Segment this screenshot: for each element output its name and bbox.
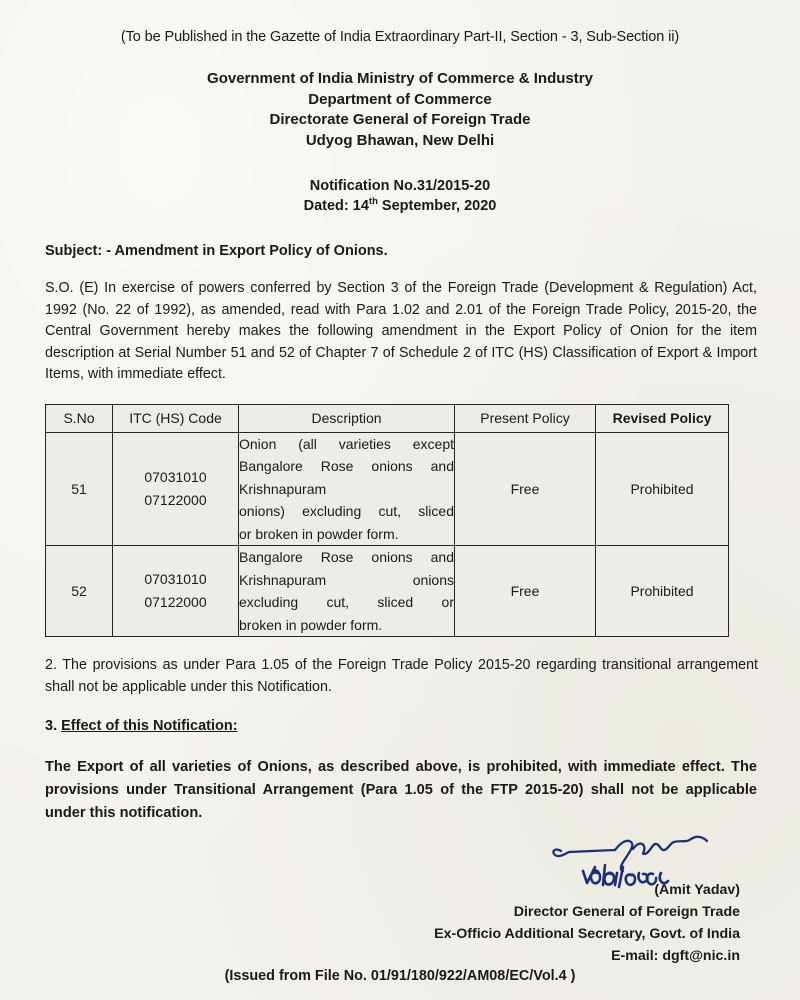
effect-heading-number: 3. [45,718,62,734]
date-ordinal-suffix: th [368,196,378,208]
header-present-policy: Present Policy [455,404,596,432]
cell-revised-policy: Prohibited [596,432,729,546]
cell-revised-policy: Prohibited [596,546,729,637]
description-line: Krishnapuram onions [239,571,454,588]
gazette-publication-line: (To be Published in the Gazette of India Extraordinary Part-II, Section - 3, Sub-Section ii) [120,29,680,45]
cell-description [239,432,455,546]
signature-zone [42,833,758,964]
effect-heading-text: Effect of this Notification: [61,718,238,734]
effect-heading [42,718,758,734]
table-body [46,432,729,637]
header-description: Description [239,404,455,432]
date-rest: September, 2020 [377,198,497,214]
department-line: Department of Commerce [308,90,492,108]
cell-description [239,546,455,637]
notification-header [42,176,758,216]
table-row [46,546,729,637]
description-line: broken in powder form. [239,616,383,633]
header-sno: S.No [46,404,113,432]
address-line: Udyog Bhawan, New Delhi [305,131,495,149]
export-policy-table [45,404,729,638]
description-line: Bangalore Rose onions and [239,549,454,565]
file-reference-footer: (Issued from File No. 01/91/180/922/AM08/EC/Vol.4 ) [224,968,576,984]
signatory-title: Director General of Foreign Trade [513,904,740,920]
subject-line: Subject: - Amendment in Export Policy of Onions. [45,243,388,259]
header-itc-hs-code: ITC (HS) Code [113,404,239,432]
itc-code-secondary: 07122000 [144,491,207,508]
itc-code-primary: 07031010 [144,468,207,485]
table-header [46,404,729,432]
description-line: Bangalore Rose onions and [239,458,454,474]
table-row [46,432,729,546]
signatory-designation: Ex-Officio Additional Secretary, Govt. of India [434,926,740,942]
ministry-line: Government of India Ministry of Commerce & Industry [207,70,593,87]
cell-itc-code [113,432,239,546]
main-paragraph: S.O. (E) In exercise of powers conferred by Section 3 of the Foreign Trade (Development & Regulation) Act, 1992 (No. 22 of 1992), as amended, read with Para 1.02 and 2.01 of the Foreign Trade Policy, 2015-20, the Central Government hereby makes the following amendment in the Export Policy of Onion for the item description at Serial Number 51 and 52 of Chapter 7 of Schedule 2 of ITC (HS) Classification of Export & Import Items, with immediate effect. [45,280,757,382]
description-line: or broken in powder form. [239,525,399,542]
cell-itc-code [113,546,239,637]
cell-sno: 52 [46,546,113,637]
effect-paragraph: The Export of all varieties of Onions, as described above, is prohibited, with immediate effect. The provisions under Transitional Arrangement (Para 1.05 of the FTP 2015-20) shall not be applicable under this notification. [45,759,757,821]
signatory-name: (Amit Yadav) [654,882,740,898]
cell-sno: 51 [46,432,113,546]
cell-present-policy: Free [455,546,596,637]
description-line: Onion (all varieties except [239,435,454,452]
issuing-authority-block [42,69,758,151]
notification-number: Notification No.31/2015-20 [309,178,491,194]
itc-code-secondary: 07122000 [144,594,207,610]
description-line: Krishnapuram [239,480,327,497]
date-prefix: Dated: 14 [303,198,369,214]
signatory-block [434,879,740,967]
signatory-email: E-mail: dgft@nic.in [611,948,740,964]
description-line: excluding cut, sliced or [239,594,454,610]
header-revised-policy [596,404,729,432]
directorate-line: Directorate General of Foreign Trade [269,111,531,128]
table-header-row [46,404,729,432]
notification-date [42,196,758,216]
itc-code-primary: 07031010 [144,571,207,587]
header-revised-policy-text: Revised Policy [612,410,712,426]
cell-present-policy: Free [455,432,596,546]
paragraph-2: 2. The provisions as under Para 1.05 of the Foreign Trade Policy 2015-20 regarding transitional arrangement shall not be applicable under this Notification. [45,657,758,695]
description-line: onions) excluding cut, sliced [239,503,454,519]
